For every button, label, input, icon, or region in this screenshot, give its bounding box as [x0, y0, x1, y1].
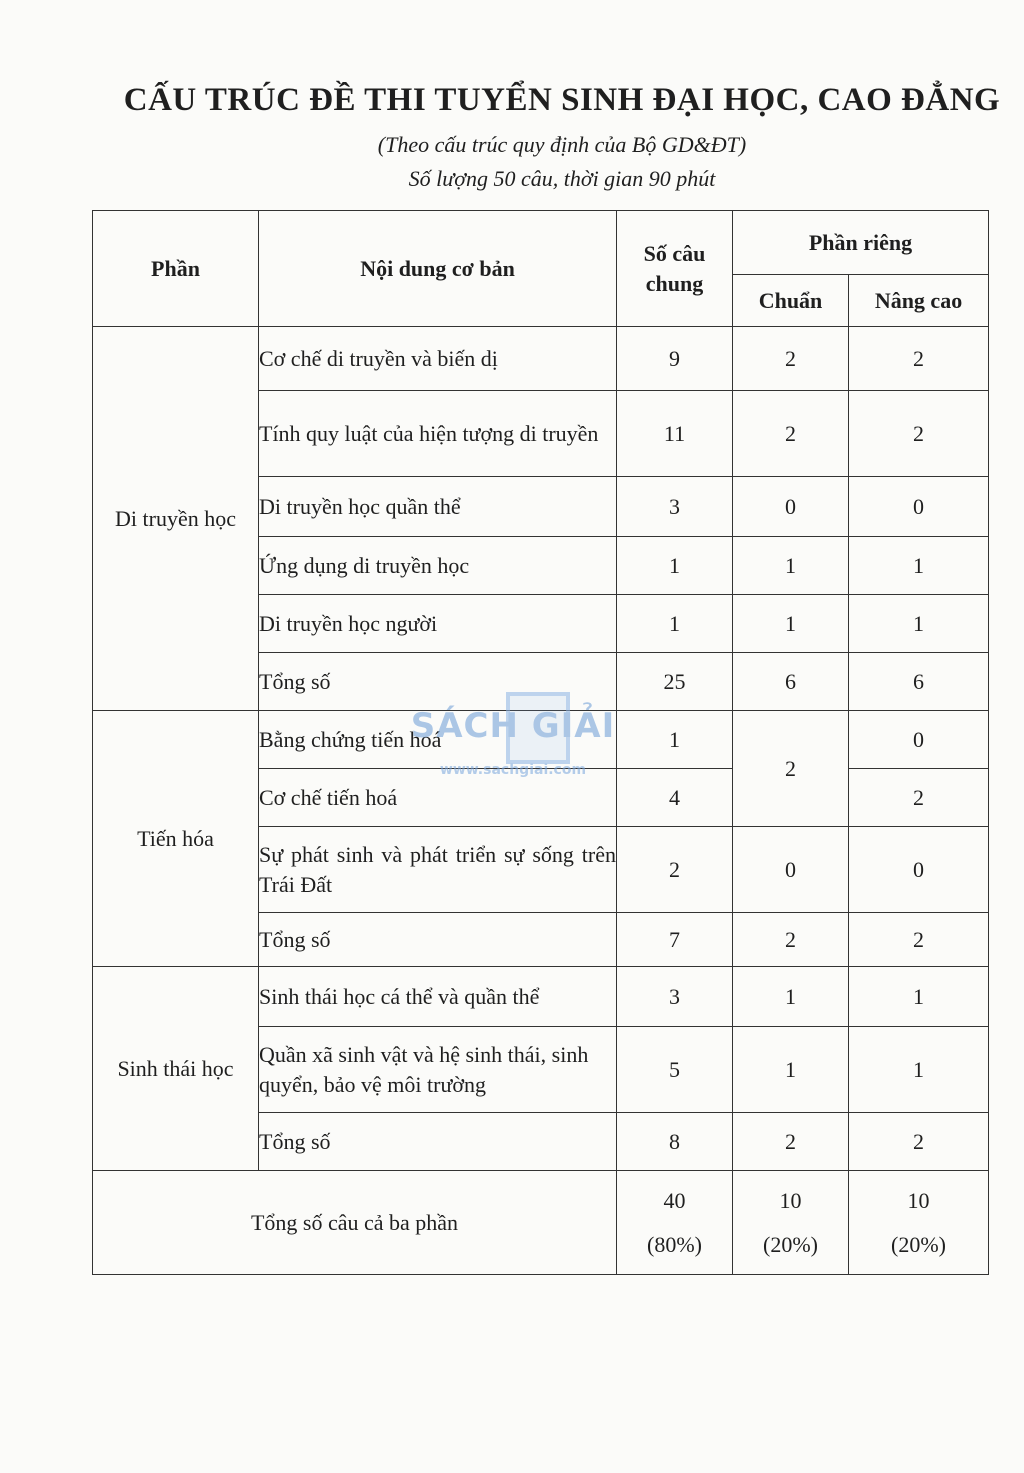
row-common: 1	[617, 711, 733, 769]
table-row	[93, 967, 989, 1027]
row-common: 3	[617, 967, 733, 1027]
row-content: Tổng số	[259, 653, 617, 711]
document-title: CẤU TRÚC ĐỀ THI TUYỂN SINH ĐẠI HỌC, CAO ĐẲNG	[123, 82, 1001, 118]
row-common: 1	[617, 595, 733, 653]
row-standard: 0	[733, 477, 849, 537]
watermark-brand: SÁCH GIẢI	[410, 706, 616, 746]
row-advanced: 2	[849, 1113, 989, 1171]
watermark-url: www.sachgiai.com	[439, 762, 587, 778]
section-ecology: Sinh thái học	[93, 967, 259, 1171]
grand-total-standard-percent: (20%)	[763, 1231, 818, 1257]
header-separate: Phần riêng	[733, 211, 989, 275]
row-content: Di truyền học quần thể	[259, 477, 617, 537]
row-standard: 1	[733, 595, 849, 653]
row-common: 8	[617, 1113, 733, 1171]
row-standard-merged: 2	[733, 711, 849, 827]
row-common: 9	[617, 327, 733, 391]
row-advanced: 1	[849, 1027, 989, 1113]
row-content: Cơ chế tiến hoá	[259, 769, 617, 827]
row-advanced: 0	[849, 711, 989, 769]
header-part: Phần	[93, 211, 259, 327]
header-content: Nội dung cơ bản	[259, 211, 617, 327]
row-content: Quần xã sinh vật và hệ sinh thái, sinh quyển, bảo vệ môi trường	[259, 1027, 617, 1113]
row-content: Sự phát sinh và phát triển sự sống trên Trái Đất	[259, 827, 617, 913]
row-content: Cơ chế di truyền và biến dị	[259, 327, 617, 391]
header-advanced: Nâng cao	[849, 275, 989, 327]
table-row-grand-total	[93, 1171, 989, 1275]
grand-total-label: Tổng số câu cả ba phần	[93, 1171, 617, 1275]
row-content: Sinh thái học cá thể và quần thể	[259, 967, 617, 1027]
row-common: 2	[617, 827, 733, 913]
row-standard: 1	[733, 537, 849, 595]
row-common: 7	[617, 913, 733, 967]
row-advanced: 1	[849, 537, 989, 595]
header-standard: Chuẩn	[733, 275, 849, 327]
row-common: 1	[617, 537, 733, 595]
grand-total-advanced	[849, 1171, 989, 1275]
row-standard: 0	[733, 827, 849, 913]
row-common: 4	[617, 769, 733, 827]
row-common: 5	[617, 1027, 733, 1113]
row-advanced: 2	[849, 913, 989, 967]
row-standard: 2	[733, 913, 849, 967]
row-advanced: 6	[849, 653, 989, 711]
grand-total-advanced-count: 10	[907, 1187, 930, 1213]
row-advanced: 2	[849, 327, 989, 391]
grand-total-common	[617, 1171, 733, 1275]
row-advanced: 2	[849, 769, 989, 827]
row-advanced: 1	[849, 967, 989, 1027]
grand-total-standard-count: 10	[779, 1187, 802, 1213]
row-advanced: 1	[849, 595, 989, 653]
row-content: Ứng dụng di truyền học	[259, 537, 617, 595]
header-common: Số câu chung	[617, 211, 733, 327]
section-evolution: Tiến hóa	[93, 711, 259, 967]
row-common: 25	[617, 653, 733, 711]
table-row	[93, 327, 989, 391]
grand-total-common-count: 40	[663, 1187, 686, 1213]
grand-total-standard	[733, 1171, 849, 1275]
watermark-logo	[408, 688, 618, 778]
document-subtitle-quantity: Số lượng 50 câu, thời gian 90 phút	[408, 166, 716, 191]
row-standard: 2	[733, 1113, 849, 1171]
row-content: Bằng chứng tiến hoá	[259, 711, 617, 769]
row-content: Di truyền học người	[259, 595, 617, 653]
row-standard: 1	[733, 1027, 849, 1113]
section-genetics: Di truyền học	[93, 327, 259, 711]
row-standard: 1	[733, 967, 849, 1027]
row-content: Tổng số	[259, 1113, 617, 1171]
row-advanced: 2	[849, 391, 989, 477]
row-standard: 2	[733, 391, 849, 477]
row-content: Tổng số	[259, 913, 617, 967]
row-standard: 2	[733, 327, 849, 391]
row-common: 11	[617, 391, 733, 477]
row-content: Tính quy luật của hiện tượng di truyền	[259, 391, 617, 477]
row-advanced: 0	[849, 477, 989, 537]
row-standard: 6	[733, 653, 849, 711]
grand-total-advanced-percent: (20%)	[891, 1231, 946, 1257]
row-advanced: 0	[849, 827, 989, 913]
grand-total-common-percent: (80%)	[647, 1231, 702, 1257]
row-common: 3	[617, 477, 733, 537]
document-subtitle-regulation: (Theo cấu trúc quy định của Bộ GD&ĐT)	[377, 132, 747, 157]
